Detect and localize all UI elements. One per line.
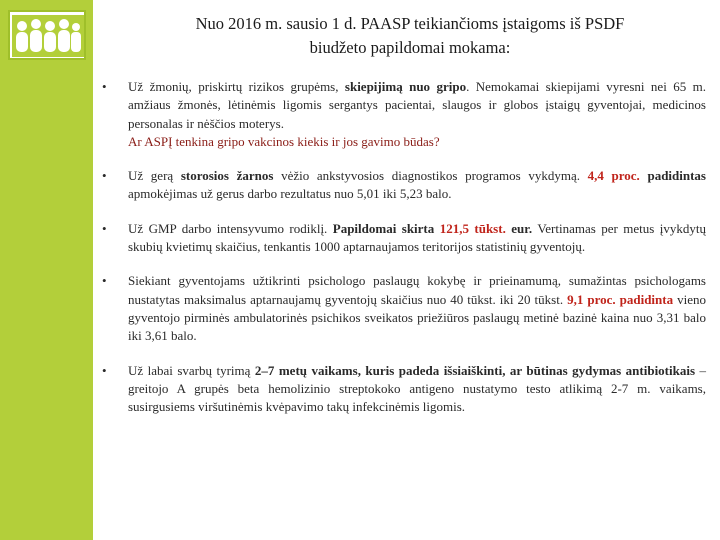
text: Vertinamas per metus įvykdytų skubių kvietimų skaičius, tenkantis 1000 aptarnaujamos teritorijos statistinių gyventojų. [128, 220, 707, 255]
bold-text: skiepijimą nuo gripo [344, 79, 467, 94]
text: . Nemokamai skiepijami vyresni nei 65 m. amžiaus žmonės, lėtinėmis ligomis sergantys pacientai, slaugos ir globos įstaigų gyventojai, medicinos personalas ir nėščios moterys. [128, 79, 706, 131]
list-item-strep-test [100, 362, 706, 417]
text: Už labai svarbų tyrimą [128, 362, 255, 378]
highlight-text: 9,1 proc. padidinta [567, 291, 674, 307]
bullet-marker: • [102, 362, 107, 378]
highlight-text: 121,5 tūkst. [439, 220, 506, 236]
text: Už GMP darbo intensyvumo rodiklį. [128, 220, 333, 236]
side-band [0, 0, 93, 540]
bold-text: Papildomai skirta [332, 220, 440, 236]
highlight-text: 4,4 proc. [587, 168, 640, 184]
bold-text: eur. [505, 220, 533, 236]
bold-text: storosios žarnos [180, 168, 274, 184]
list-item-psychologist [100, 272, 706, 345]
text: vėžio ankstyvosios diagnostikos programos vykdymą. [273, 168, 588, 184]
text: – greitojo A grupės beta hemolizinio streptokoko antigeno nustatymo testo atlikimą 2-7 m. vaikams, susirgusiems viršutinėmis kvėpavimo takų infekcinėmis ligomis. [128, 362, 706, 415]
bullet-marker: • [102, 220, 107, 236]
list-item-colon-cancer [100, 167, 706, 204]
bullet-list [100, 78, 706, 416]
bullet-marker: • [102, 168, 107, 184]
logo [8, 10, 86, 60]
people-logo-icon [12, 15, 84, 57]
title-line-2: biudžeto papildomai mokama: [309, 38, 511, 57]
text: Už žmonių, priskirtų rizikos grupėms, [128, 79, 345, 94]
text: Už gerą [128, 168, 181, 184]
text: apmokėjimas už gerus darbo rezultatus nuo 5,01 iki 5,23 balo. [128, 186, 452, 202]
text: vieno gyventojo pirminės ambulatorinės psichikos sveikatos priežiūros paslaugų metinė bazinė kaina nuo 3,31 balo iki 3,61 balo. [128, 291, 706, 344]
question-text: Ar ASPĮ tenkina gripo vakcinos kiekis ir jos gavimo būdas? [128, 133, 440, 149]
title-line-1: Nuo 2016 m. sausio 1 d. PAASP teikiančioms įstaigoms iš PSDF [195, 14, 625, 33]
bold-text: padidintas [639, 168, 706, 184]
bullet-marker: • [102, 79, 107, 94]
page-title [120, 12, 700, 60]
bold-text: 2–7 metų vaikams, kuris padeda išsiaiškinti, ar būtinas gydymas antibiotikais [254, 362, 696, 378]
bullet-marker: • [102, 273, 107, 289]
text: Siekiant gyventojams užtikrinti psichologo paslaugų kokybę ir prieinamumą, sumažintas psichologams nustatytas maksimalus aptarnaujamų gyventojų skaičius nuo 40 tūkst. iki 20 tūkst. [128, 273, 706, 307]
list-item-emergency-care [100, 220, 706, 257]
list-item-flu-vaccination [100, 78, 706, 151]
